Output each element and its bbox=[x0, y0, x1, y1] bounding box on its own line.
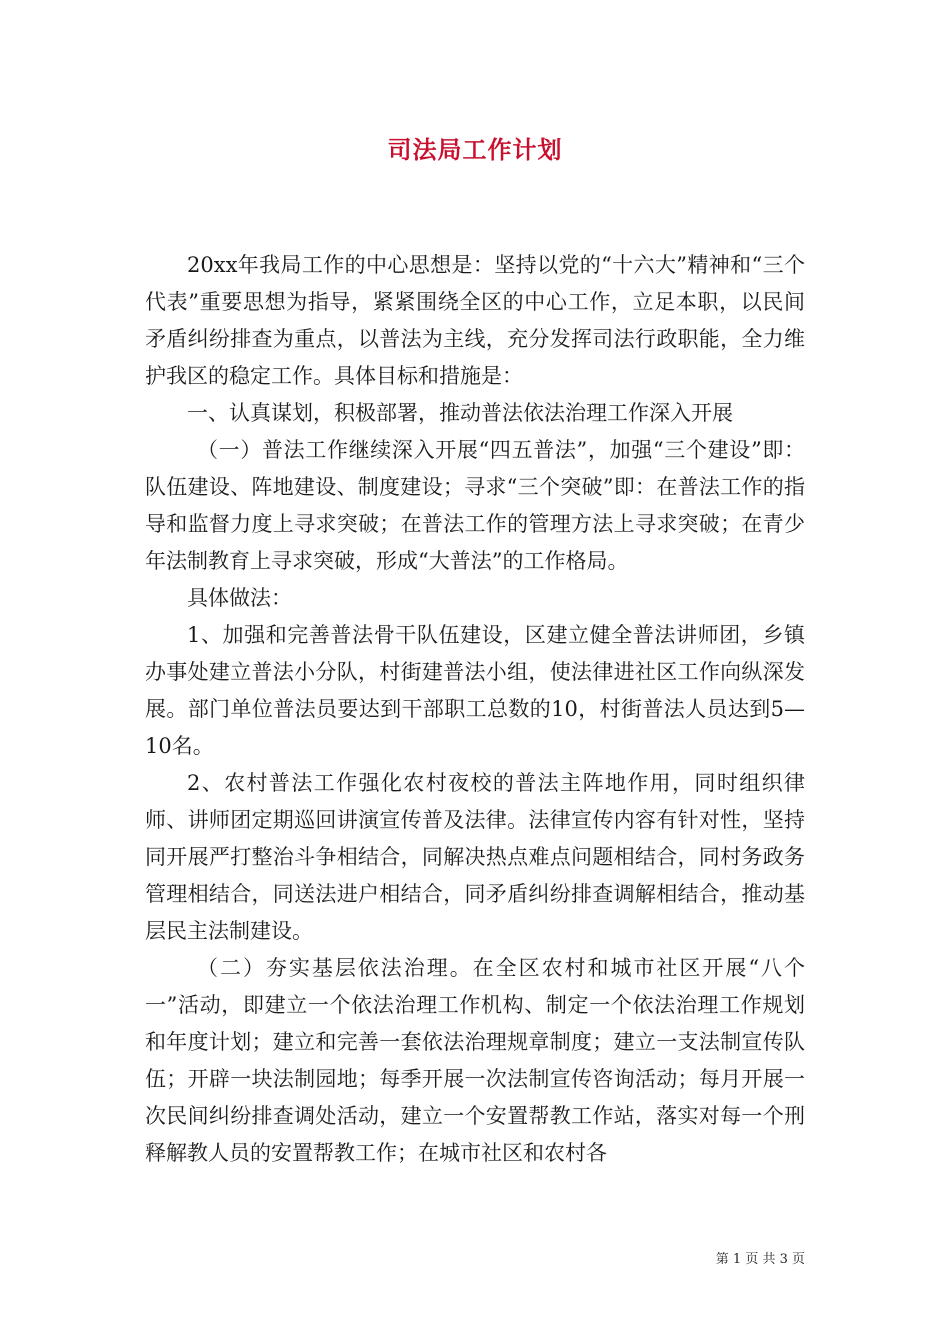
paragraph-method-1: 1、加强和完善普法骨干队伍建设，区建立健全普法讲师团，乡镇办事处建立普法小分队，村街建普法小组，使法律进社区工作向纵深发展。部门单位普法员要达到干部职工总数的10，村街普法人员达到5—10名。 bbox=[145, 623, 805, 758]
page-number-footer: 第 1 页 共 3 页 bbox=[715, 1252, 805, 1267]
document-body bbox=[145, 247, 805, 1172]
paragraph-method-2: 2、农村普法工作强化农村夜校的普法主阵地作用，同时组织律师、讲师团定期巡回讲演宣传普及法律。法律宣传内容有针对性，坚持同开展严打整治斗争相结合，同解决热点难点问题相结合，同村务政务管理相结合，同送法进户相结合，同矛盾纠纷排查调解相结合，推动基层民主法制建设。 bbox=[145, 771, 805, 943]
paragraph-subsection-2: （二）夯实基层依法治理。在全区农村和城市社区开展“八个一”活动，即建立一个依法治理工作机构、制定一个依法治理工作规划和年度计划；建立和完善一套依法治理规章制度；建立一支法制宣传队伍；开辟一块法制园地；每季开展一次法制宣传咨询活动；每月开展一次民间纠纷排查调处活动，建立一个安置帮教工作站，落实对每一个刑释解教人员的安置帮教工作；在城市社区和农村各 bbox=[145, 956, 805, 1165]
paragraph-subsection-1: （一）普法工作继续深入开展“四五普法”，加强“三个建设”即：队伍建设、阵地建设、制度建设；寻求“三个突破”即：在普法工作的指导和监督力度上寻求突破；在普法工作的管理方法上寻求突破；在青少年法制教育上寻求突破，形成“大普法”的工作格局。 bbox=[145, 438, 805, 573]
document-title: 司法局工作计划 bbox=[387, 136, 563, 164]
paragraph-intro: 20xx年我局工作的中心思想是：坚持以党的“十六大”精神和“三个代表”重要思想为指导，紧紧围绕全区的中心工作，立足本职，以民间矛盾纠纷排查为重点，以普法为主线，充分发挥司法行政职能，全力维护我区的稳定工作。具体目标和措施是： bbox=[145, 253, 805, 388]
paragraph-methods-heading: 具体做法： bbox=[187, 586, 292, 610]
paragraph-section-1-heading: 一、认真谋划，积极部署，推动普法依法治理工作深入开展 bbox=[187, 401, 733, 425]
